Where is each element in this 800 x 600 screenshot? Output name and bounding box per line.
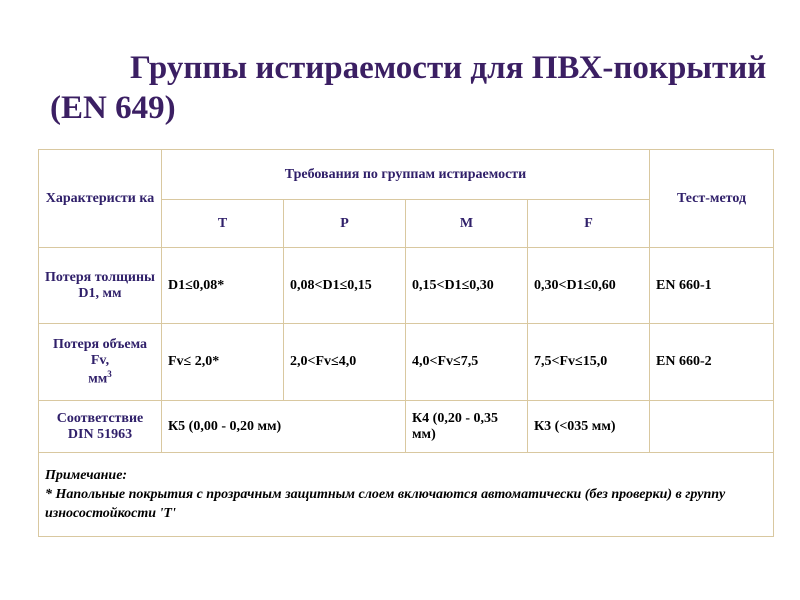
abrasion-table — [38, 149, 774, 537]
note-text: * Напольные покрытия с прозрачным защитным слоем включаются автоматически (без проверки) в группу износостойкости 'Т' — [45, 487, 726, 521]
cell-empty — [650, 401, 774, 453]
cell-test-method: EN 660-2 — [650, 324, 774, 401]
cell-test-method: EN 660-1 — [650, 248, 774, 324]
cell-value: 4,0<Fv≤7,5 — [406, 324, 528, 401]
cell-value: 0,30<D1≤0,60 — [528, 248, 650, 324]
page-title: Группы истираемости для ПВХ-покрытий (EN 649) — [50, 50, 767, 126]
note-row — [39, 453, 774, 537]
cell-value: 7,5<Fv≤15,0 — [528, 324, 650, 401]
row-label-volume-loss — [39, 324, 162, 401]
superscript: 3 — [107, 368, 112, 379]
table-row — [39, 324, 774, 401]
cell-k5: К5 (0,00 - 0,20 мм) — [162, 401, 406, 453]
cell-k4: К4 (0,20 - 0,35 мм) — [406, 401, 528, 453]
row-label-din: Соответствие DIN 51963 — [39, 401, 162, 453]
cell-k3: К3 (<035 мм) — [528, 401, 650, 453]
cell-value: 2,0<Fv≤4,0 — [284, 324, 406, 401]
header-requirements: Требования по группам истираемости — [162, 150, 650, 200]
group-m: M — [406, 200, 528, 248]
group-p: P — [284, 200, 406, 248]
label-line: Потеря объема — [52, 336, 148, 352]
cell-value: Fv≤ 2,0* — [162, 324, 284, 401]
header-test-method: Тест-метод — [650, 150, 774, 248]
note-title: Примечание: — [45, 468, 128, 483]
table-row — [39, 248, 774, 324]
group-f: F — [528, 200, 650, 248]
label-line: Fv, — [90, 352, 110, 368]
header-row — [39, 150, 774, 200]
cell-value: 0,08<D1≤0,15 — [284, 248, 406, 324]
cell-value: 0,15<D1≤0,30 — [406, 248, 528, 324]
label-line: мм — [88, 371, 108, 387]
table-row — [39, 401, 774, 453]
note-cell — [39, 453, 774, 537]
header-characteristic: Характеристи ка — [39, 150, 162, 248]
row-label-thickness-loss: Потеря толщины D1, мм — [39, 248, 162, 324]
cell-value: D1≤0,08* — [162, 248, 284, 324]
group-t: T — [162, 200, 284, 248]
